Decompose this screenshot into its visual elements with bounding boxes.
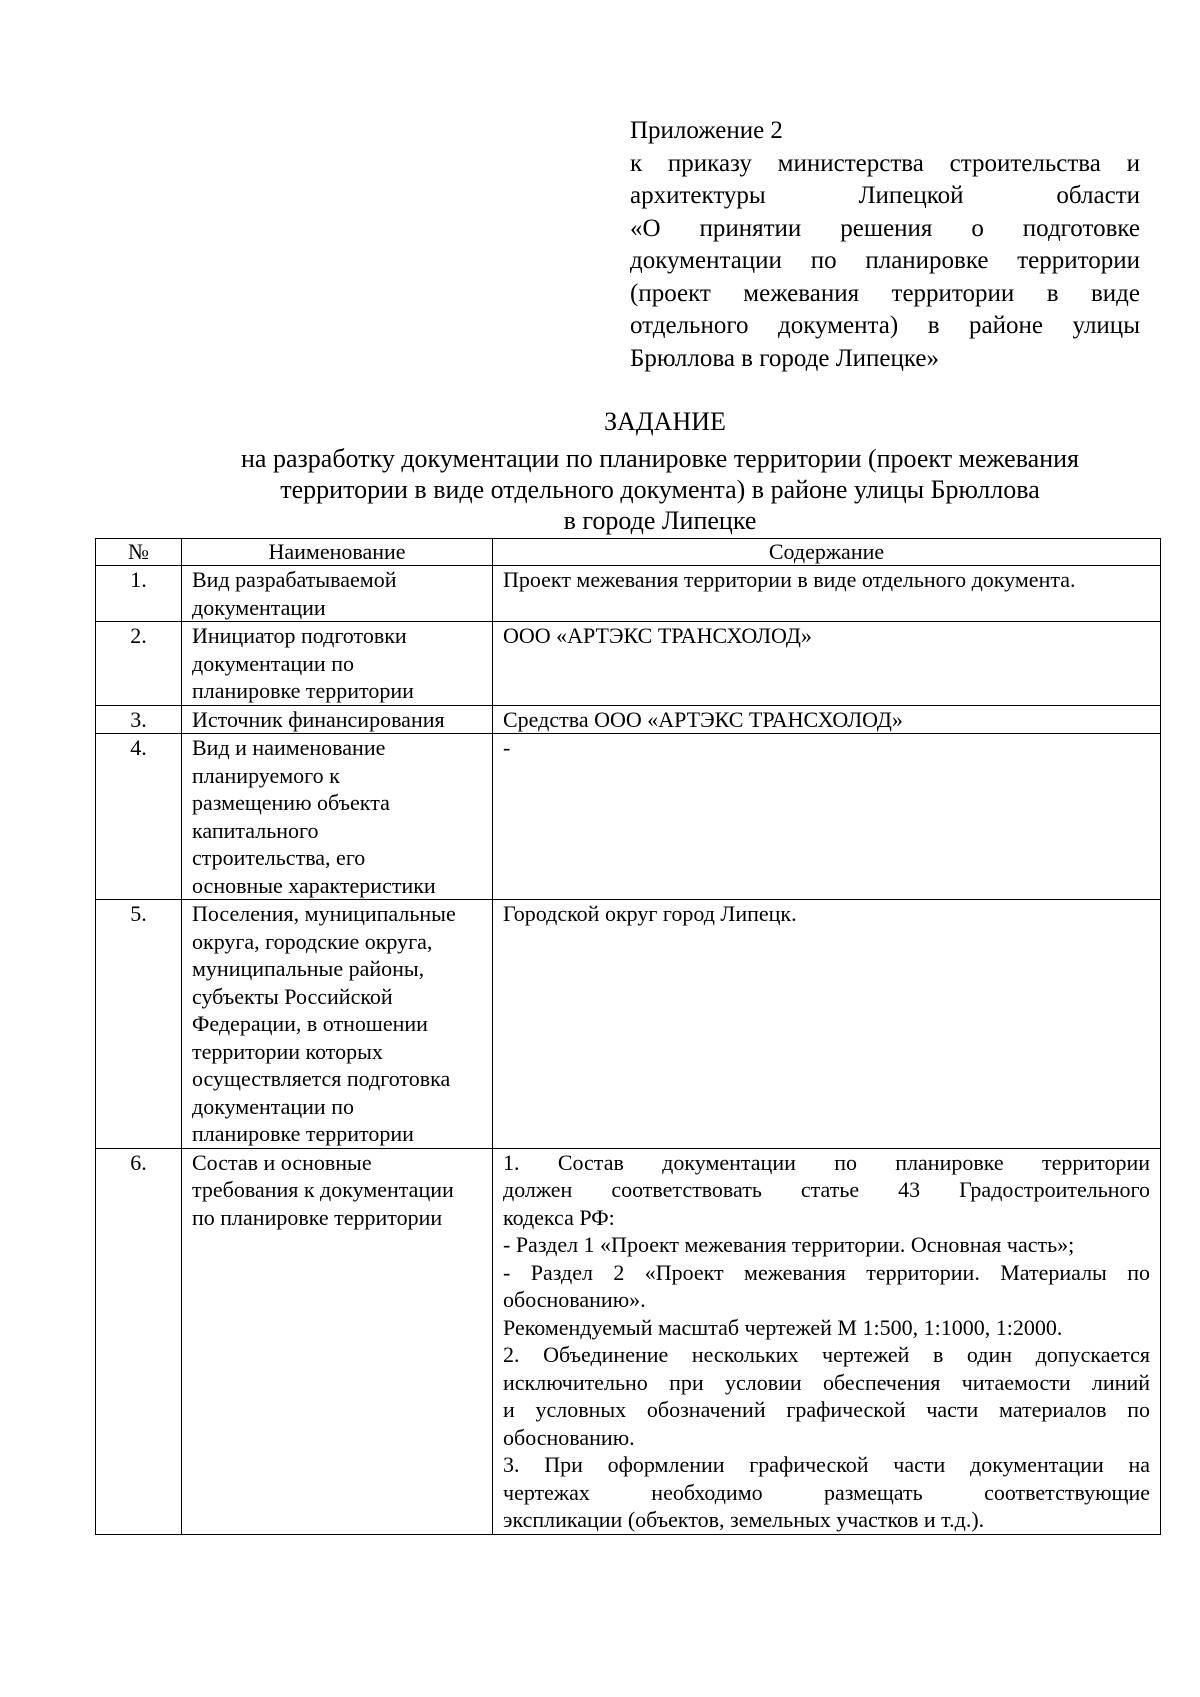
row-content bbox=[493, 622, 1161, 706]
appendix-line: архитектуры Липецкой области bbox=[630, 182, 1140, 209]
table-header-row bbox=[96, 539, 1161, 566]
content-line: 3. При оформлении графической части документации на bbox=[503, 1452, 1150, 1477]
content-line: кодекса РФ: bbox=[503, 1204, 615, 1230]
table-row bbox=[96, 705, 1161, 734]
document-title: ЗАДАНИЕ bbox=[604, 407, 726, 436]
appendix-line: документации по планировке территории bbox=[630, 247, 1140, 274]
name-line: муниципальные районы, bbox=[192, 956, 425, 981]
row-name bbox=[182, 705, 493, 734]
name-line: территории которых bbox=[192, 1038, 383, 1064]
name-line: по планировке территории bbox=[192, 1204, 443, 1230]
content-line: экспликации (объектов, земельных участков и т.д.). bbox=[503, 1507, 985, 1532]
header-number: № bbox=[96, 539, 182, 566]
row-name bbox=[182, 622, 493, 706]
row-number: 6. bbox=[96, 1148, 182, 1534]
content-line: чертежах необходимо размещать соответствующие bbox=[503, 1479, 1150, 1505]
subtitle-line: в городе Липецке bbox=[563, 506, 757, 535]
row-content bbox=[493, 1148, 1161, 1534]
row-name bbox=[182, 1148, 493, 1534]
name-line: Поселения, муниципальные bbox=[192, 901, 456, 926]
name-line: Состав и основные bbox=[192, 1149, 372, 1175]
row-content bbox=[493, 900, 1161, 1149]
content-line: и условных обозначений графической части материалов по bbox=[503, 1397, 1150, 1422]
row-name bbox=[182, 566, 493, 622]
content-line: исключительно при условии обеспечения читаемости линий bbox=[503, 1369, 1150, 1395]
row-name bbox=[182, 900, 493, 1149]
row-number: 1. bbox=[96, 566, 182, 622]
content-line: Проект межевания территории в виде отдельного документа. bbox=[503, 567, 1076, 592]
name-line: требования к документации bbox=[192, 1177, 454, 1202]
row-content bbox=[493, 566, 1161, 622]
name-line: планировке территории bbox=[192, 678, 414, 703]
row-content bbox=[493, 734, 1161, 900]
subtitle-line: территории в виде отдельного документа) в районе улицы Брюллова bbox=[280, 475, 1040, 504]
name-line: документации bbox=[192, 594, 326, 620]
name-line: основные характеристики bbox=[192, 872, 436, 898]
appendix-line: Брюллова в городе Липецке» bbox=[630, 344, 940, 372]
task-table bbox=[95, 538, 1161, 1535]
name-line: округа, городские округа, bbox=[192, 928, 433, 954]
name-line: Инициатор подготовки bbox=[192, 623, 407, 648]
content-line: 2. Объединение нескольких чертежей в один допускается bbox=[503, 1342, 1150, 1367]
header-content: Содержание bbox=[493, 539, 1161, 566]
table-row bbox=[96, 734, 1161, 900]
content-line: Рекомендуемый масштаб чертежей М 1:500, 1:1000, 1:2000. bbox=[503, 1314, 1063, 1340]
name-line: планировке территории bbox=[192, 1121, 414, 1146]
appendix-line: «О принятии решения о подготовке bbox=[630, 214, 1140, 242]
appendix-line: Приложение 2 bbox=[630, 117, 783, 144]
row-number: 5. bbox=[96, 900, 182, 1149]
content-line: должен соответствовать статье 43 Градостроительного bbox=[503, 1177, 1150, 1202]
row-number: 4. bbox=[96, 734, 182, 900]
name-line: Источник финансирования bbox=[192, 706, 445, 732]
table-row bbox=[96, 566, 1161, 622]
content-line: 1. Состав документации по планировке территории bbox=[503, 1149, 1150, 1175]
subtitle-line: на разработку документации по планировке территории (проект межевания bbox=[241, 444, 1079, 473]
appendix-line: к приказу министерства строительства и bbox=[630, 149, 1140, 177]
row-name bbox=[182, 734, 493, 900]
name-line: Федерации, в отношении bbox=[192, 1011, 428, 1036]
name-line: документации по bbox=[192, 650, 354, 676]
appendix-line: отдельного документа) в районе улицы bbox=[630, 312, 1140, 339]
name-line: строительства, его bbox=[192, 845, 366, 870]
name-line: капитального bbox=[192, 817, 319, 843]
name-line: Вид разрабатываемой bbox=[192, 567, 397, 592]
appendix-line: (проект межевания территории в виде bbox=[630, 279, 1140, 307]
name-line: субъекты Российской bbox=[192, 983, 393, 1009]
name-line: размещению объекта bbox=[192, 790, 390, 815]
content-line: Городской округ город Липецк. bbox=[503, 901, 797, 926]
header-name: Наименование bbox=[182, 539, 493, 566]
content-line: - bbox=[503, 735, 511, 760]
content-line: - Раздел 2 «Проект межевания территории. Материалы по bbox=[503, 1259, 1150, 1285]
row-number: 3. bbox=[96, 705, 182, 734]
content-line: - Раздел 1 «Проект межевания территории. Основная часть»; bbox=[503, 1232, 1075, 1257]
name-line: планируемого к bbox=[192, 762, 340, 788]
appendix-block bbox=[630, 115, 1140, 375]
table-row bbox=[96, 622, 1161, 706]
row-content bbox=[493, 705, 1161, 734]
name-line: осуществляется подготовка bbox=[192, 1066, 451, 1091]
content-line: ООО «АРТЭКС ТРАНСХОЛОД» bbox=[503, 623, 812, 648]
document-subtitle bbox=[175, 443, 1145, 536]
table-row bbox=[96, 1148, 1161, 1534]
name-line: документации по bbox=[192, 1093, 354, 1119]
row-number: 2. bbox=[96, 622, 182, 706]
content-line: Средства ООО «АРТЭКС ТРАНСХОЛОД» bbox=[503, 706, 903, 732]
name-line: Вид и наименование bbox=[192, 735, 386, 760]
content-line: обоснованию. bbox=[503, 1424, 635, 1450]
content-line: обоснованию». bbox=[503, 1287, 646, 1312]
table-row bbox=[96, 900, 1161, 1149]
